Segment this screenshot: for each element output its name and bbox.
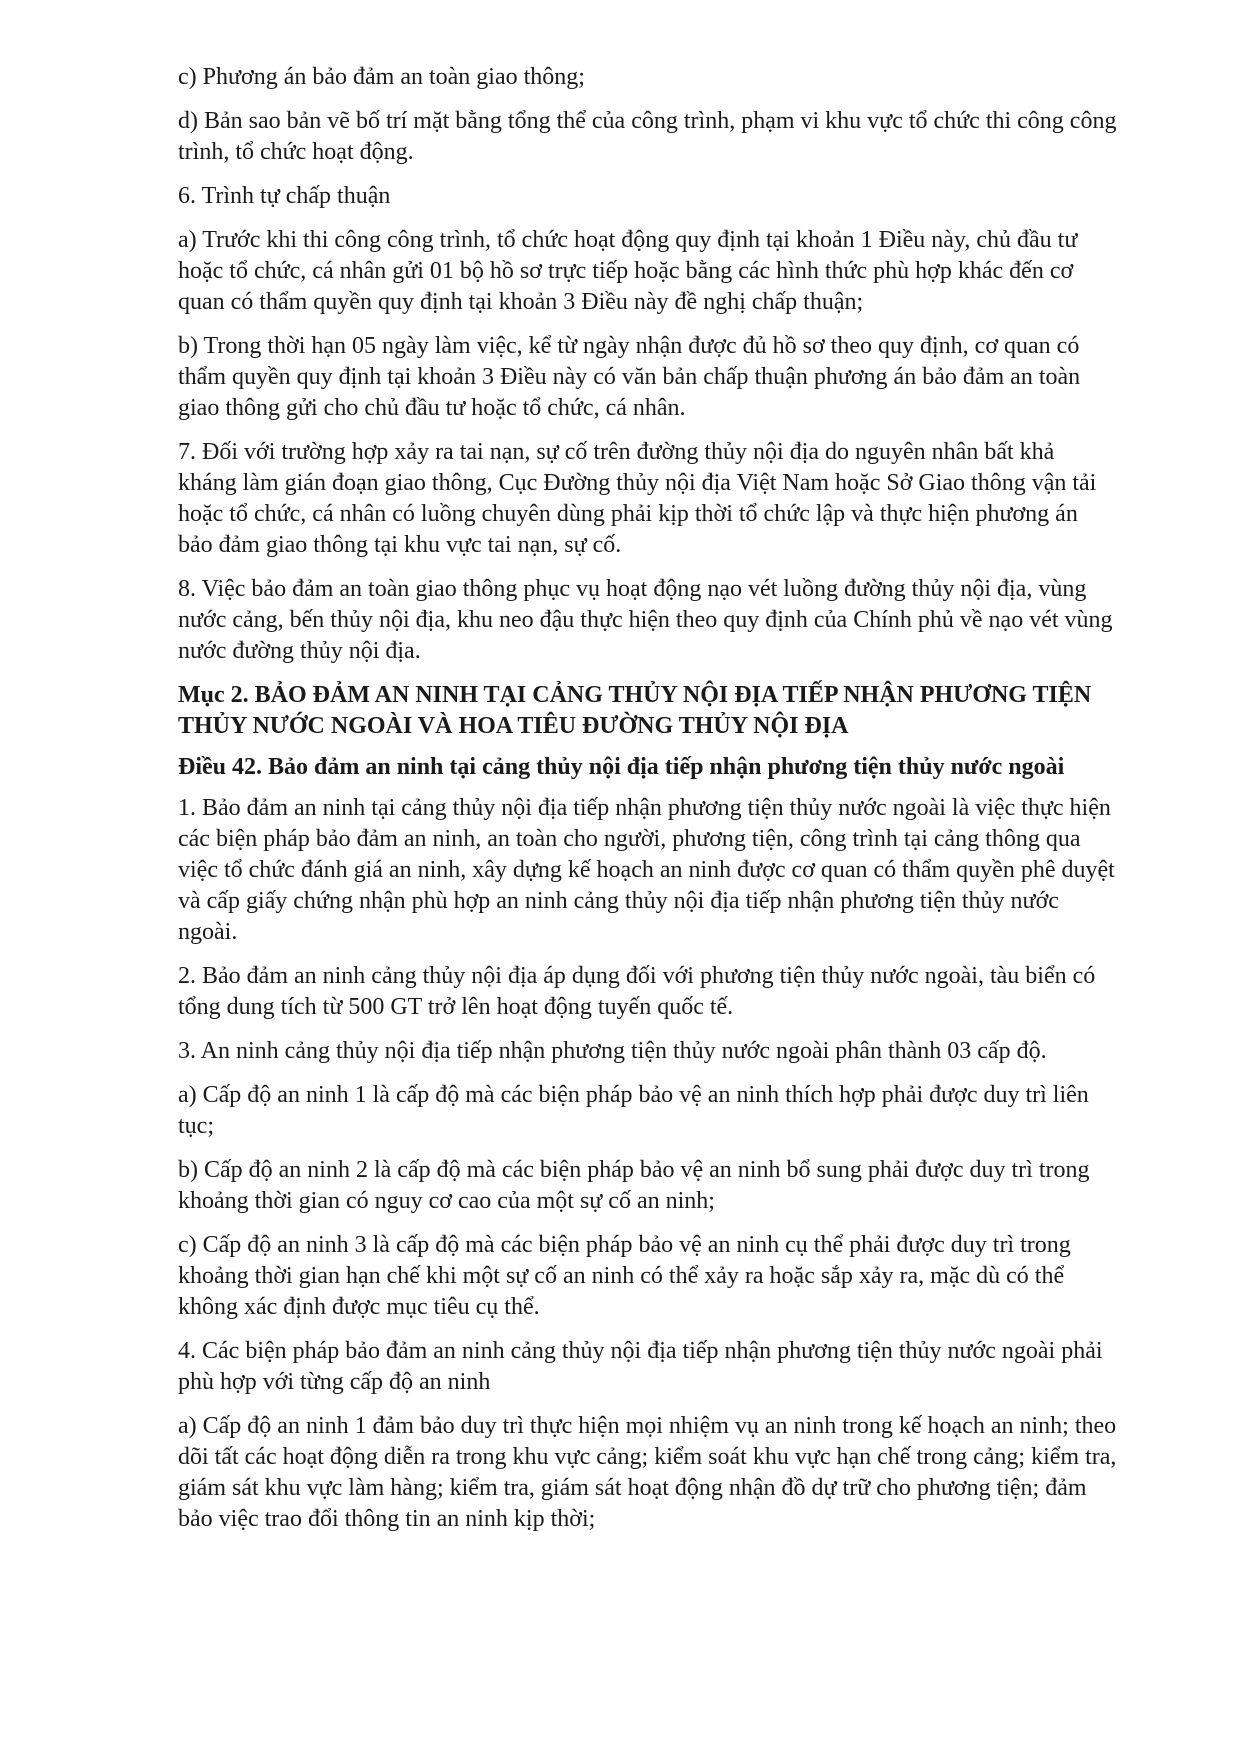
paragraph-6a: a) Trước khi thi công công trình, tổ chức hoạt động quy định tại khoản 1 Điều này, chủ đầu tư hoặc tổ chức, cá nhân gửi 01 bộ hồ sơ trực tiếp hoặc bằng các hình thức phù hợp khác đến cơ quan có thẩm quyền quy định tại khoản 3 Điều này đề nghị chấp thuận; [178, 227, 1078, 315]
paragraph-d-drawing-copy: d) Bản sao bản vẽ bố trí mặt bằng tổng thể của công trình, phạm vi khu vực tổ chức thi công công trình, tổ chức hoạt động. [178, 108, 1117, 165]
paragraph-8: 8. Việc bảo đảm an toàn giao thông phục vụ hoạt động nạo vét luồng đường thủy nội địa, vùng nước cảng, bến thủy nội địa, khu neo đậu thực hiện theo quy định của Chính phủ về nạo vét vùng nước đường thủy nội địa. [178, 576, 1113, 664]
paragraph-42-4: 4. Các biện pháp bảo đảm an ninh cảng thủy nội địa tiếp nhận phương tiện thủy nước ngoài phải phù hợp với từng cấp độ an ninh [178, 1338, 1103, 1395]
paragraph-42-3a: a) Cấp độ an ninh 1 là cấp độ mà các biện pháp bảo vệ an ninh thích hợp phải được duy trì liên tục; [178, 1082, 1089, 1139]
paragraph-42-3b: b) Cấp độ an ninh 2 là cấp độ mà các biện pháp bảo vệ an ninh bổ sung phải được duy trì trong khoảng thời gian có nguy cơ cao của một sự cố an ninh; [178, 1157, 1090, 1214]
paragraph-6-approval-procedure: 6. Trình tự chấp thuận [178, 183, 391, 209]
paragraph-c-safety-plan: c) Phương án bảo đảm an toàn giao thông; [178, 64, 585, 90]
document-page [178, 62, 1118, 1548]
paragraph-42-3c: c) Cấp độ an ninh 3 là cấp độ mà các biện pháp bảo vệ an ninh cụ thể phải được duy trì trong khoảng thời gian hạn chế khi một sự cố an ninh có thể xảy ra hoặc sắp xảy ra, mặc dù có thể không xác định được mục tiêu cụ thể. [178, 1232, 1071, 1320]
paragraph-42-4a: a) Cấp độ an ninh 1 đảm bảo duy trì thực hiện mọi nhiệm vụ an ninh trong kế hoạch an ninh; theo dõi tất các hoạt động diễn ra trong khu vực cảng; kiểm soát khu vực hạn chế trong cảng; kiểm tra, giám sát khu vực làm hàng; kiểm tra, giám sát hoạt động nhận đồ dự trữ cho phương tiện; đảm bảo việc trao đổi thông tin an ninh kịp thời; [178, 1413, 1117, 1532]
paragraph-42-1: 1. Bảo đảm an ninh tại cảng thủy nội địa tiếp nhận phương tiện thủy nước ngoài là việc thực hiện các biện pháp bảo đảm an ninh, an toàn cho người, phương tiện, công trình tại cảng thông qua việc tổ chức đánh giá an ninh, xây dựng kế hoạch an ninh được cơ quan có thẩm quyền phê duyệt và cấp giấy chứng nhận phù hợp an ninh cảng thủy nội địa tiếp nhận phương tiện thủy nước ngoài. [178, 795, 1115, 945]
article-heading-dieu-42: Điều 42. Bảo đảm an ninh tại cảng thủy nội địa tiếp nhận phương tiện thủy nước ngoài [178, 754, 1065, 780]
paragraph-6b: b) Trong thời hạn 05 ngày làm việc, kể từ ngày nhận được đủ hồ sơ theo quy định, cơ quan có thẩm quyền quy định tại khoản 3 Điều này có văn bản chấp thuận phương án bảo đảm an toàn giao thông gửi cho chủ đầu tư hoặc tổ chức, cá nhân. [178, 333, 1081, 421]
paragraph-42-2: 2. Bảo đảm an ninh cảng thủy nội địa áp dụng đối với phương tiện thủy nước ngoài, tàu biển có tổng dung tích từ 500 GT trở lên hoạt động tuyến quốc tế. [178, 963, 1096, 1020]
paragraph-7: 7. Đối với trường hợp xảy ra tai nạn, sự cố trên đường thủy nội địa do nguyên nhân bất khả kháng làm gián đoạn giao thông, Cục Đường thủy nội địa Việt Nam hoặc Sở Giao thông vận tải hoặc tổ chức, cá nhân có luồng chuyên dùng phải kịp thời tổ chức lập và thực hiện phương án bảo đảm giao thông tại khu vực tai nạn, sự cố. [178, 439, 1097, 558]
section-heading-muc-2: Mục 2. BẢO ĐẢM AN NINH TẠI CẢNG THỦY NỘI ĐỊA TIẾP NHẬN PHƯƠNG TIỆN THỦY NƯỚC NGOÀI VÀ HOA TIÊU ĐƯỜNG THỦY NỘI ĐỊA [178, 682, 1092, 739]
paragraph-42-3: 3. An ninh cảng thủy nội địa tiếp nhận phương tiện thủy nước ngoài phân thành 03 cấp độ. [178, 1038, 1047, 1064]
